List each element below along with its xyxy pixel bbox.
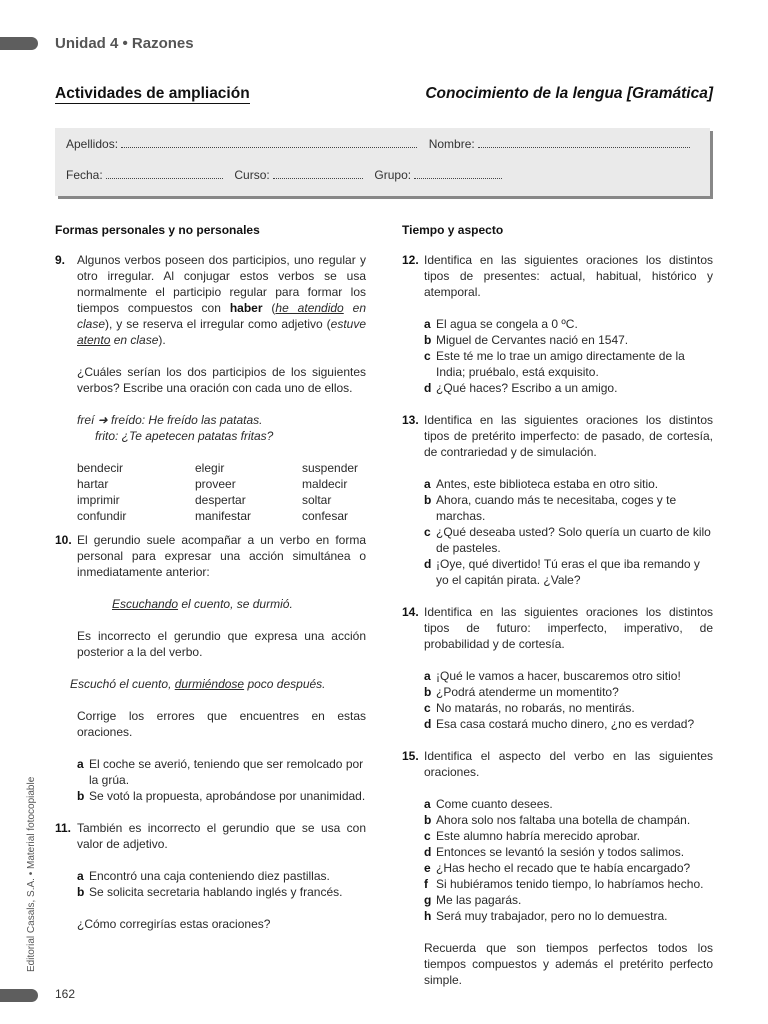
exercise-number: 9. (55, 253, 66, 267)
exercise-number: 10. (55, 533, 72, 547)
item-text: ¿Podrá atenderme un momentito? (436, 685, 619, 699)
section-title-left: Formas personales y no personales (55, 223, 260, 237)
text: Identifica el aspecto del verbo en las siguientes oraciones. (424, 749, 713, 779)
item-text: ¿Qué deseaba usted? Solo quería un cuarto de kilo de pasteles. (436, 525, 711, 555)
list-item (402, 524, 713, 556)
text: El gerundio suele acompañar a un verbo en forma personal para expresar una acción simultánea o inmediatamente anterior: (77, 533, 366, 579)
item-text: El agua se congela a 0 ºC. (436, 317, 578, 331)
text-underlined: durmiéndose (174, 677, 245, 691)
item-text: Antes, este biblioteca estaba en otro sitio. (436, 477, 659, 491)
apellidos-label: Apellidos: (66, 137, 119, 151)
form-row-1 (66, 137, 698, 151)
item-text: Me las pagarás. (436, 893, 522, 907)
exercise-13-intro (402, 412, 713, 460)
item-letter: a (424, 669, 431, 683)
item-letter: b (424, 493, 432, 507)
exercise-15-intro (402, 748, 713, 780)
fecha-label: Fecha: (66, 168, 103, 182)
page-tab-top (0, 37, 38, 50)
item-text: Entonces se levantó la sesión y todos salimos. (436, 845, 685, 859)
subject-title: Conocimiento de la lengua [Gramática] (425, 85, 713, 102)
list-item (402, 716, 713, 732)
activities-title: Actividades de ampliación (55, 85, 250, 102)
item-letter: f (424, 877, 428, 891)
exercise-15-note: Recuerda que son tiempos perfectos todos los tiempos compuestos y además el pretérito perfecto simple. (424, 941, 713, 987)
curso-field[interactable] (273, 169, 363, 179)
list-item (402, 892, 713, 908)
exercise-9-intro (55, 252, 366, 348)
list-item (55, 868, 366, 884)
exercise-11-question: ¿Cómo corregirías estas oraciones? (77, 917, 271, 931)
exercise-11 (55, 820, 366, 932)
item-text: Se solicita secretaria hablando inglés y francés. (89, 885, 343, 899)
item-letter: a (424, 797, 431, 811)
text-underlined: Escuchando (112, 597, 179, 611)
verb-item: despertar (195, 493, 246, 507)
exercise-9-example-line-1: freí ➜ freído: He freído las patatas. (77, 413, 263, 427)
list-item (402, 828, 713, 844)
item-letter: a (424, 317, 431, 331)
exercise-10-rule: Es incorrecto el gerundio que expresa una acción posterior a la del verbo. (77, 629, 366, 659)
exercise-12 (402, 252, 713, 396)
text: Identifica en las siguientes oraciones los distintos tipos de presentes: actual, habitual, histórico y atemporal. (424, 253, 713, 299)
text-underlined: he atendido (275, 301, 344, 315)
exercise-9 (55, 252, 366, 524)
text: ). (158, 333, 166, 347)
item-letter: c (424, 829, 431, 843)
list-item (55, 756, 366, 788)
verb-item: manifestar (195, 509, 252, 523)
text: Algunos verbos poseen dos participios, uno regular y otro irregular. Al conjugar estos verbos se usa normalmente el participio regular para formar los tiempos compuestos con (77, 253, 366, 315)
item-text: Se votó la propuesta, aprobándose por unanimidad. (89, 789, 366, 803)
exercise-number: 12. (402, 253, 419, 267)
text-italic: estuve (330, 317, 366, 331)
list-item (402, 844, 713, 860)
verb-item: confesar (302, 509, 349, 523)
exercise-10-intro (55, 532, 366, 580)
list-item (402, 348, 713, 380)
fecha-field[interactable] (106, 169, 223, 179)
text-underlined: atento (77, 333, 111, 347)
exercise-15 (402, 748, 713, 988)
exercise-10 (55, 532, 366, 804)
verb-item: bendecir (77, 461, 124, 475)
page-number: 162 (55, 987, 76, 1001)
list-item (402, 860, 713, 876)
item-text: Este té me lo trae un amigo directamente de la India; pruébalo, está exquisito. (436, 349, 685, 379)
exercise-12-intro (402, 252, 713, 300)
item-text: Come cuanto desees. (436, 797, 553, 811)
verb-item: imprimir (77, 493, 120, 507)
exercise-9-example-line-2: frito: ¿Te apetecen patatas fritas? (95, 429, 274, 443)
item-text: Ahora solo nos faltaba una botella de champán. (436, 813, 691, 827)
list-item (402, 380, 713, 396)
verb-list (55, 460, 366, 524)
exercise-14-intro (402, 604, 713, 652)
item-text: Miguel de Cervantes nació en 1547. (436, 333, 629, 347)
list-item (55, 788, 366, 804)
exercise-9-question: ¿Cuáles serían los dos participios de los siguientes verbos? Escribe una oración con cada uno de ellos. (77, 365, 366, 395)
section-title-right: Tiempo y aspecto (402, 223, 504, 237)
right-column (402, 222, 713, 988)
list-item (402, 812, 713, 828)
item-letter: b (77, 789, 85, 803)
list-item (402, 316, 713, 332)
list-item (402, 876, 713, 892)
text: Identifica en las siguientes oraciones los distintos tipos de futuro: imperfecto, imperativo, de probabilidad y de cortesía. (424, 605, 713, 651)
item-letter: b (424, 333, 432, 347)
item-letter: b (77, 885, 85, 899)
list-item (402, 908, 713, 924)
item-letter: d (424, 717, 432, 731)
text: ), y se reserva el irregular como adjetivo ( (105, 317, 331, 331)
grupo-label: Grupo: (374, 168, 412, 182)
unit-title: Unidad 4 • Razones (55, 35, 194, 52)
grupo-field[interactable] (414, 169, 502, 179)
verb-item: elegir (195, 461, 225, 475)
list-item (55, 884, 366, 900)
student-info-box (55, 128, 710, 196)
publisher-sidebar: Editorial Casals, S.A. • Material fotocopiable (26, 776, 37, 972)
item-text: ¡Oye, qué divertido! Tú eras el que iba remando y yo el capitán pirata. ¿Vale? (436, 557, 700, 587)
verb-item: hartar (77, 477, 109, 491)
list-item (402, 556, 713, 588)
item-letter: h (424, 909, 432, 923)
verb-item: suspender (302, 461, 359, 475)
item-letter: d (424, 557, 432, 571)
item-letter: a (424, 477, 431, 491)
item-letter: b (424, 685, 432, 699)
nombre-label: Nombre: (428, 137, 475, 151)
item-letter: a (77, 757, 84, 771)
item-text: Si hubiéramos tenido tiempo, lo habríamos hecho. (436, 877, 704, 891)
item-text: Será muy trabajador, pero no lo demuestra. (436, 909, 668, 923)
item-text: Encontró una caja conteniendo diez pastillas. (89, 869, 330, 883)
list-item (402, 668, 713, 684)
text: poco después. (244, 677, 326, 691)
item-text: Ahora, cuando más te necesitaba, coges y te marchas. (436, 493, 677, 523)
text-italic: en clase (110, 333, 159, 347)
exercise-10-instruction: Corrige los errores que encuentres en estas oraciones. (77, 709, 366, 739)
verb-item: confundir (77, 509, 127, 523)
exercise-10-example-2 (55, 676, 366, 692)
curso-label: Curso: (234, 168, 270, 182)
item-text: ¡Qué le vamos a hacer, buscaremos otro sitio! (436, 669, 681, 683)
exercise-number: 14. (402, 605, 419, 619)
exercise-11-intro (55, 820, 366, 852)
page-tab-bottom (0, 989, 38, 1002)
item-text: ¿Qué haces? Escribo a un amigo. (436, 381, 618, 395)
list-item (402, 492, 713, 524)
text: Identifica en las siguientes oraciones los distintos tipos de pretérito imperfecto: de pasado, de cortesía, de contrariedad y de simulación. (424, 413, 713, 459)
item-text: ¿Has hecho el recado que te había encargado? (436, 861, 691, 875)
text-italic: en clase (77, 301, 366, 331)
list-item (402, 796, 713, 812)
item-letter: d (424, 845, 432, 859)
nombre-field[interactable] (478, 138, 690, 148)
item-letter: a (77, 869, 84, 883)
item-text: No matarás, no robarás, no mentirás. (436, 701, 635, 715)
exercise-10-example-1 (55, 596, 366, 612)
exercise-number: 15. (402, 749, 419, 763)
item-letter: c (424, 701, 431, 715)
exercise-13 (402, 412, 713, 588)
left-column (55, 222, 366, 932)
text: el cuento, se durmió. (178, 597, 293, 611)
text: ( (262, 301, 276, 315)
list-item (402, 332, 713, 348)
exercise-14 (402, 604, 713, 732)
verb-item: proveer (195, 477, 236, 491)
apellidos-field[interactable] (121, 138, 417, 148)
form-row-2 (66, 168, 510, 182)
item-letter: c (424, 349, 431, 363)
item-letter: g (424, 893, 432, 907)
text: También es incorrecto el gerundio que se usa con valor de adjetivo. (77, 821, 366, 851)
exercise-number: 13. (402, 413, 419, 427)
verb-item: soltar (302, 493, 332, 507)
exercise-number: 11. (55, 821, 72, 835)
verb-item: maldecir (302, 477, 348, 491)
item-text: El coche se averió, teniendo que ser remolcado por la grúa. (89, 757, 364, 787)
list-item (402, 700, 713, 716)
text: Escuchó el cuento, (70, 677, 175, 691)
item-text: Esa casa costará mucho dinero, ¿no es verdad? (436, 717, 695, 731)
text-bold: haber (229, 301, 263, 315)
item-text: Este alumno habría merecido aprobar. (436, 829, 641, 843)
list-item (402, 476, 713, 492)
item-letter: c (424, 525, 431, 539)
item-letter: d (424, 381, 432, 395)
item-letter: e (424, 861, 431, 875)
item-letter: b (424, 813, 432, 827)
list-item (402, 684, 713, 700)
